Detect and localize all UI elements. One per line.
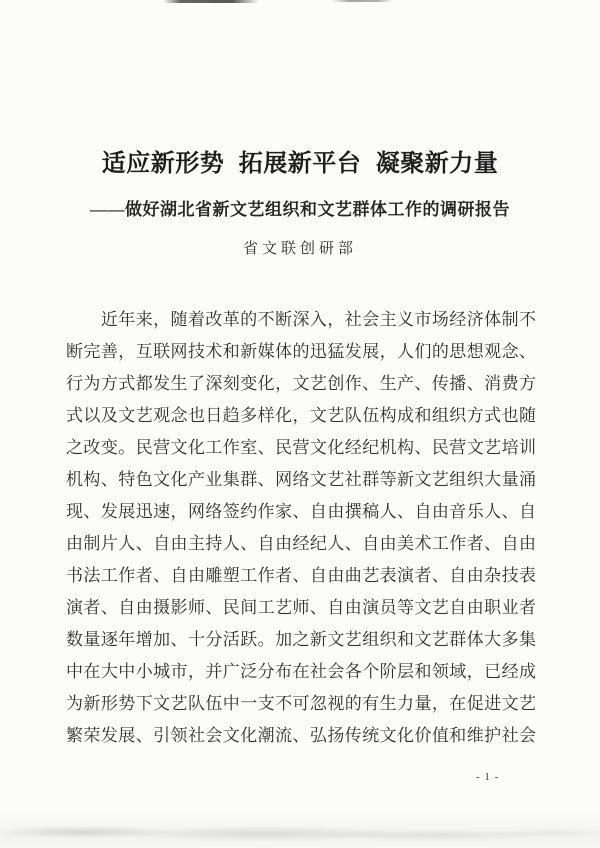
body-line: 现、发展迅速，网络签约作家、自由撰稿人、自由音乐人、自 [66, 502, 536, 521]
body-line: 数量逐年增加、十分活跃。加之新文艺组织和文艺群体大多集 [66, 630, 536, 649]
body-line: 近年来，随着改革的不断深入，社会主义市场经济体制不 [66, 310, 536, 329]
body-line: 书法工作者、自由雕塑工作者、自由曲艺表演者、自由杂技表 [66, 566, 536, 585]
body-line: 之改变。民营文化工作室、民营文化经纪机构、民营文艺培训 [66, 438, 536, 457]
body-line: 行为方式都发生了深刻变化，文艺创作、生产、传播、消费方 [66, 374, 536, 393]
scan-shadow-bottom [0, 810, 600, 848]
scan-edge-artifact [331, 0, 393, 2]
body-line: 由制片人、自由主持人、自由经纪人、自由美术工作者、自由 [66, 534, 536, 553]
document-body [66, 304, 536, 752]
body-line: 演者、自由摄影师、民间工艺师、自由演员等文艺自由职业者 [66, 598, 536, 617]
body-line: 机构、特色文化产业集群、网络文艺社群等新文艺组织大量涌 [66, 470, 536, 489]
body-line: 式以及文艺观念也日趋多样化，文艺队伍构成和组织方式也随 [66, 406, 536, 425]
document-subtitle: ——做好湖北省新文艺组织和文艺群体工作的调研报告 [90, 200, 510, 219]
body-line: 中在大中小城市，并广泛分布在社会各个阶层和领域，已经成 [66, 662, 536, 681]
page-number: - 1 - [476, 771, 500, 783]
body-line: 为新形势下文艺队伍中一支不可忽视的有生力量，在促进文艺 [66, 694, 536, 713]
document-author: 省文联创研部 [242, 241, 357, 257]
document-title: 适应新形势 拓展新平台 凝聚新力量 [101, 151, 499, 177]
body-line: 繁荣发展、引领社会文化潮流、弘扬传统文化价值和维护社会 [66, 726, 536, 745]
scan-edge-artifact [163, 0, 259, 3]
body-line: 断完善，互联网技术和新媒体的迅猛发展，人们的思想观念、 [66, 342, 536, 361]
